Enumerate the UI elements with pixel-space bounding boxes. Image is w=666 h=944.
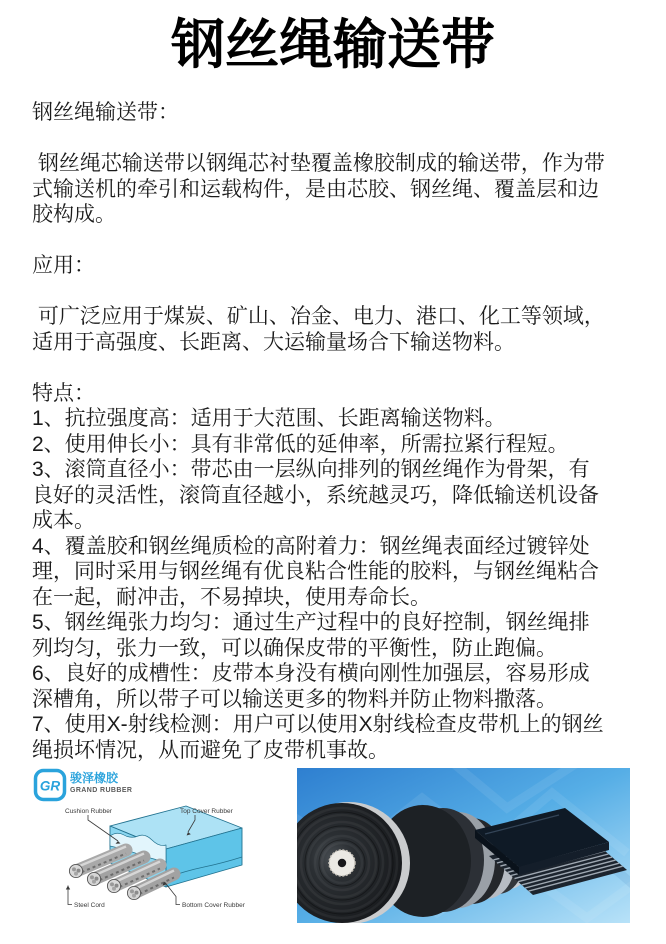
brand-name-en: GRAND RUBBER — [70, 787, 133, 794]
feature-item: 3、滚筒直径小：带芯由一层纵向排列的钢丝绳作为骨架，有良好的灵活性，滚筒直径越小，系统越灵巧，降低输送机设备成本。 — [32, 458, 599, 532]
intro-label: 钢丝绳输送带： — [32, 101, 179, 124]
roll-hub-hole — [338, 859, 346, 867]
body-text — [0, 100, 607, 763]
feature-item: 2、使用伸长小：具有非常低的延伸率，所需拉紧行程短。 — [32, 432, 569, 456]
feature-item: 1、抗拉强度高：适用于大范围、长距离输送物料。 — [32, 407, 506, 430]
steel-cord-label: Steel Cord — [74, 902, 105, 909]
top-cover-rubber-label: Top Cover Rubber — [180, 808, 233, 815]
belt-structure-diagram — [32, 766, 258, 923]
features-list — [32, 406, 607, 763]
page-title: 钢丝绳输送带 — [171, 15, 495, 75]
intro-paragraph: 钢丝绳芯输送带以钢绳芯衬垫覆盖橡胶制成的输送带，作为带式输送机的牵引和运载构件，是由芯胶、钢丝绳、覆盖层和边胶构成。 — [32, 152, 605, 226]
feature-item: 6、良好的成槽性：皮带本身没有横向刚性加强层，容易形成深槽角，所以带子可以输送更多的物料并防止物料撒落。 — [32, 662, 590, 711]
feature-item: 5、钢丝绳张力均匀：通过生产过程中的良好控制，钢丝绳排列均匀，张力一致，可以确保皮带的平衡性，防止跑偏。 — [32, 611, 590, 660]
feature-item: 4、覆盖胶和钢丝绳质检的高附着力：钢丝绳表面经过镀锌处理，同时采用与钢丝绳有优良粘合性能的胶料，与钢丝绳粘合在一起，耐冲击，不易掉块，使用寿命长。 — [32, 534, 599, 609]
features-label: 特点： — [32, 381, 95, 405]
images-row — [32, 766, 666, 923]
bottom-cover-rubber-label: Bottom Cover Rubber — [182, 902, 245, 909]
cushion-rubber-label: Cushion Rubber — [65, 808, 112, 815]
belt-product-photo — [297, 768, 630, 923]
application-paragraph: 可广泛应用于煤炭、矿山、冶金、电力、港口、化工等领域，适用于高强度、长距离、大运输量场合下输送物料。 — [32, 305, 605, 354]
logo-monogram: GR — [39, 778, 61, 794]
feature-item: 7、使用X-射线检测：用户可以使用X射线检查皮带机上的钢丝绳损坏情况，从而避免了皮带机事故。 — [32, 713, 604, 762]
application-label: 应用： — [32, 254, 95, 277]
document-page — [0, 14, 666, 944]
brand-name-cn: 骏泽橡胶 — [70, 771, 119, 785]
